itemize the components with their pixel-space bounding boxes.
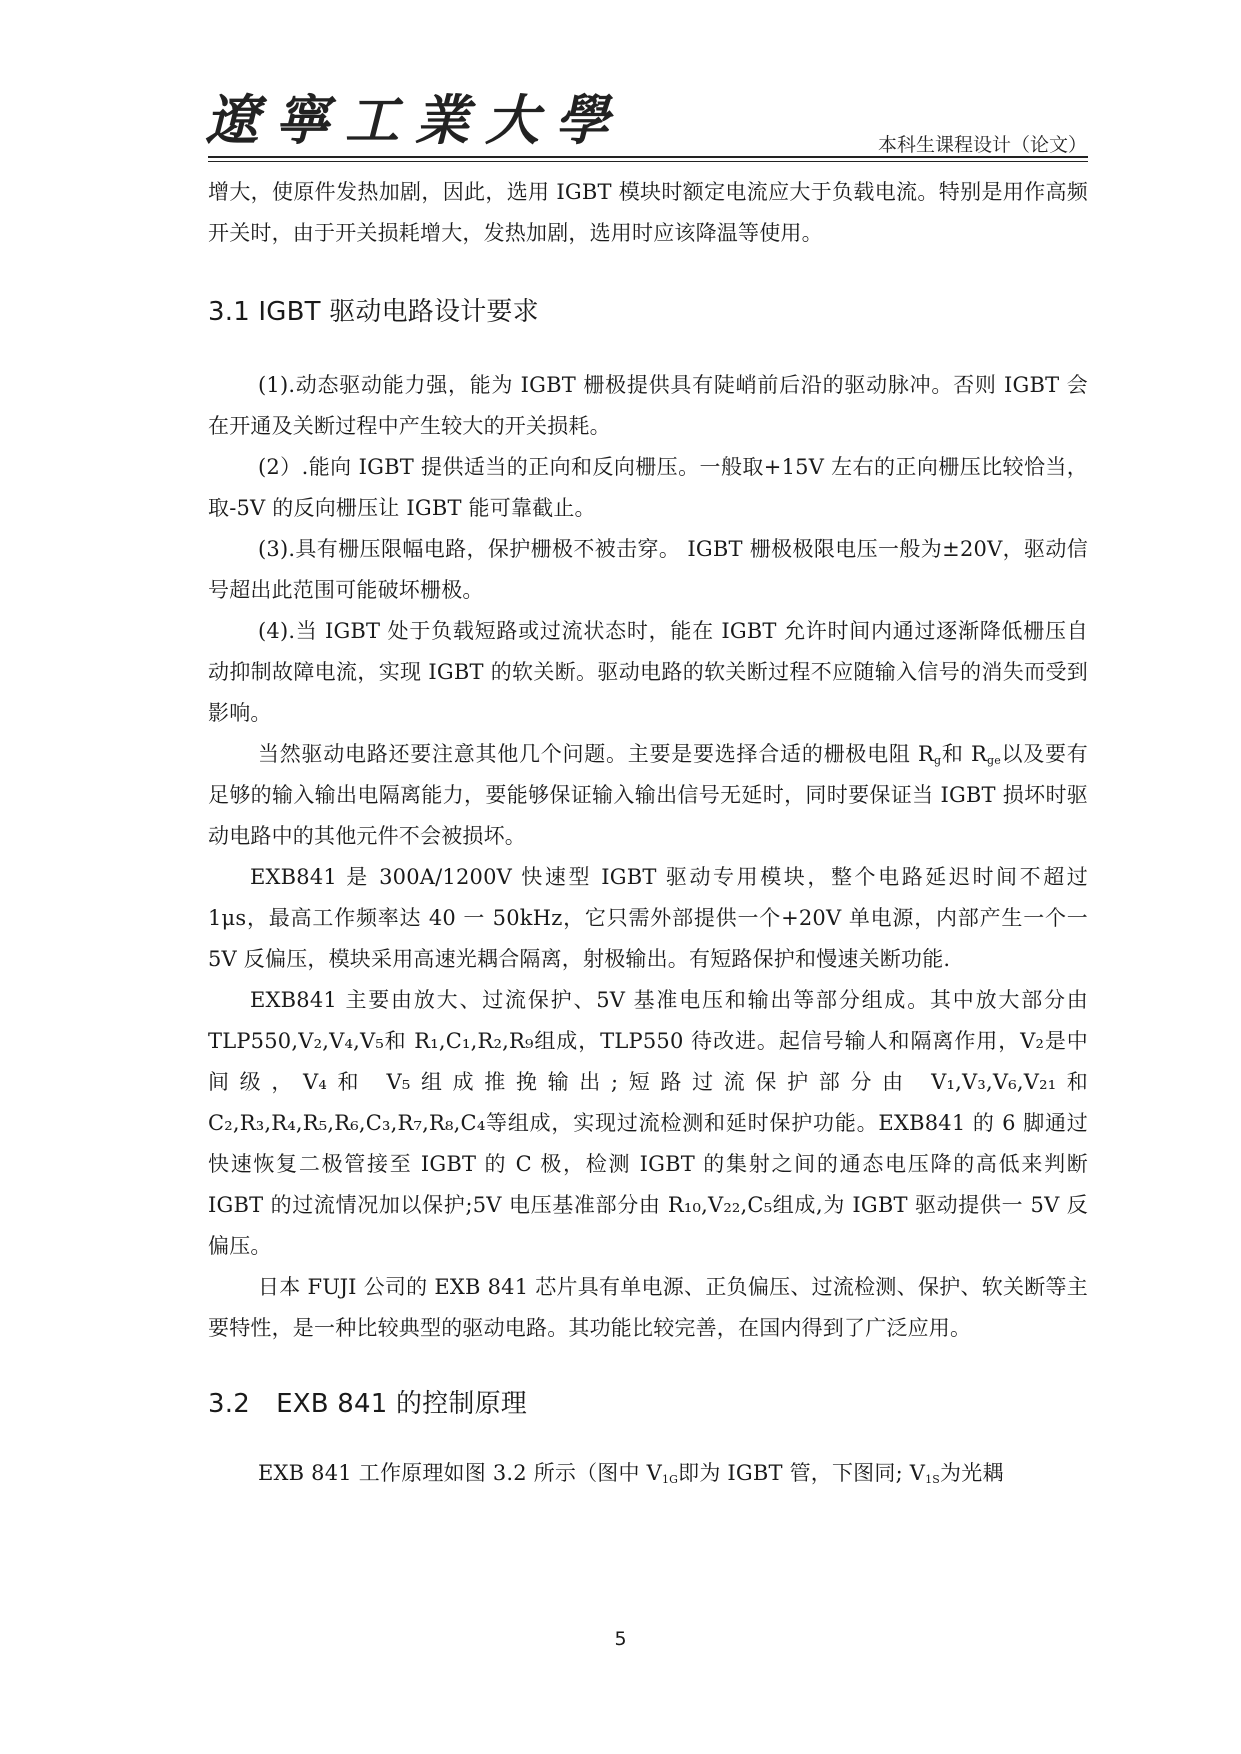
gate-resistor-text-c: 以及要有足够的输入输出电隔离能力，要能够保证输入输出信号无延时，同时要保证当 IGBT 损坏时驱动电路中的其他元件不会被损坏。 bbox=[208, 742, 1088, 848]
intro-paragraph: 增大，使原件发热加剧，因此，选用 IGBT 模块时额定电流应大于负载电流。特别是用作高频开关时，由于开关损耗增大，发热加剧，选用时应该降温等使用。 bbox=[208, 180, 1088, 245]
subscript-1g: 1G bbox=[661, 1473, 679, 1486]
gate-resistor-paragraph bbox=[208, 734, 1088, 857]
document-type: 本科生课程设计（论文） bbox=[877, 134, 1087, 156]
gate-resistor-text-a: 当然驱动电路还要注意其他几个问题。主要是要选择合适的栅极电阻 R bbox=[258, 742, 935, 766]
section-3-2-title: 3.2 EXB 841 的控制原理 bbox=[208, 1389, 527, 1419]
university-logo: 遼寧工業大學 bbox=[205, 88, 625, 152]
principle-text-b: 即为 IGBT 管，下图同; V bbox=[678, 1461, 926, 1485]
subscript-g: g bbox=[934, 754, 942, 767]
exb841-structure-paragraph: EXB841 主要由放大、过流保护、5V 基准电压和输出等部分组成。其中放大部分由 TLP550,V₂,V₄,V₅和 R₁,C₁,R₂,R₉组成，TLP550 待改进。起信号输人和隔离作用，V₂是中间级，V₄和 V₅组成推挽输出;短路过流保护部分由 V₁,V₃,V₆,V₂₁和 C₂,R₃,R₄,R₅,R₆,C₃,R₇,R₈,C₄等组成，实现过流检测和延时保护功能。EXB841 的 6 脚通过快速恢复二极管接至 IGBT 的 C 极，检测 IGBT 的集射之间的通态电压降的高低来判断 IGBT 的过流情况加以保护;5V 电压基准部分由 R₁₀,V₂₂,C₅组成,为 IGBT 驱动提供一 5V 反偏压。 bbox=[208, 988, 1088, 1258]
requirement-4: (4).当 IGBT 处于负载短路或过流状态时，能在 IGBT 允许时间内通过逐渐降低栅压自动抑制故障电流，实现 IGBT 的软关断。驱动电路的软关断过程不应随输入信号的消失而受到影响。 bbox=[208, 619, 1088, 725]
principle-paragraph bbox=[208, 1453, 1088, 1494]
requirement-1: (1).动态驱动能力强，能为 IGBT 栅极提供具有陡峭前后沿的驱动脉冲。否则 IGBT 会在开通及关断过程中产生较大的开关损耗。 bbox=[208, 373, 1088, 438]
page-number: 5 bbox=[614, 1628, 627, 1650]
section-3-1-title: 3.1 IGBT 驱动电路设计要求 bbox=[208, 297, 539, 327]
page-body bbox=[208, 172, 1088, 1494]
gate-resistor-text-b: 和 R bbox=[941, 742, 988, 766]
header-rule-thin bbox=[208, 161, 1088, 162]
fuji-paragraph: 日本 FUJI 公司的 EXB 841 芯片具有单电源、正负偏压、过流检测、保护、软关断等主要特性，是一种比较典型的驱动电路。其功能比较完善，在国内得到了广泛应用。 bbox=[208, 1275, 1088, 1340]
subscript-ge: ge bbox=[987, 754, 1001, 767]
header-rule bbox=[208, 156, 1088, 158]
exb841-intro-paragraph: EXB841 是 300A/1200V 快速型 IGBT 驱动专用模块，整个电路延迟时间不超过 1μs，最高工作频率达 40 一 50kHz，它只需外部提供一个+20V 单电源，内部产生一个一 5V 反偏压，模块采用高速光耦合隔离，射极输出。有短路保护和慢速关断功能. bbox=[208, 865, 1088, 971]
subscript-1s: 1S bbox=[925, 1473, 941, 1486]
requirement-2: (2）.能向 IGBT 提供适当的正向和反向栅压。一般取+15V 左右的正向栅压比较恰当，取-5V 的反向栅压让 IGBT 能可靠截止。 bbox=[208, 455, 1088, 520]
principle-text-a: EXB 841 工作原理如图 3.2 所示（图中 V bbox=[258, 1461, 662, 1485]
requirement-3: (3).具有栅压限幅电路，保护栅极不被击穿。 IGBT 栅极极限电压一般为±20V，驱动信号超出此范围可能破坏栅极。 bbox=[208, 537, 1088, 602]
principle-text-c: 为光耦 bbox=[940, 1461, 1004, 1485]
